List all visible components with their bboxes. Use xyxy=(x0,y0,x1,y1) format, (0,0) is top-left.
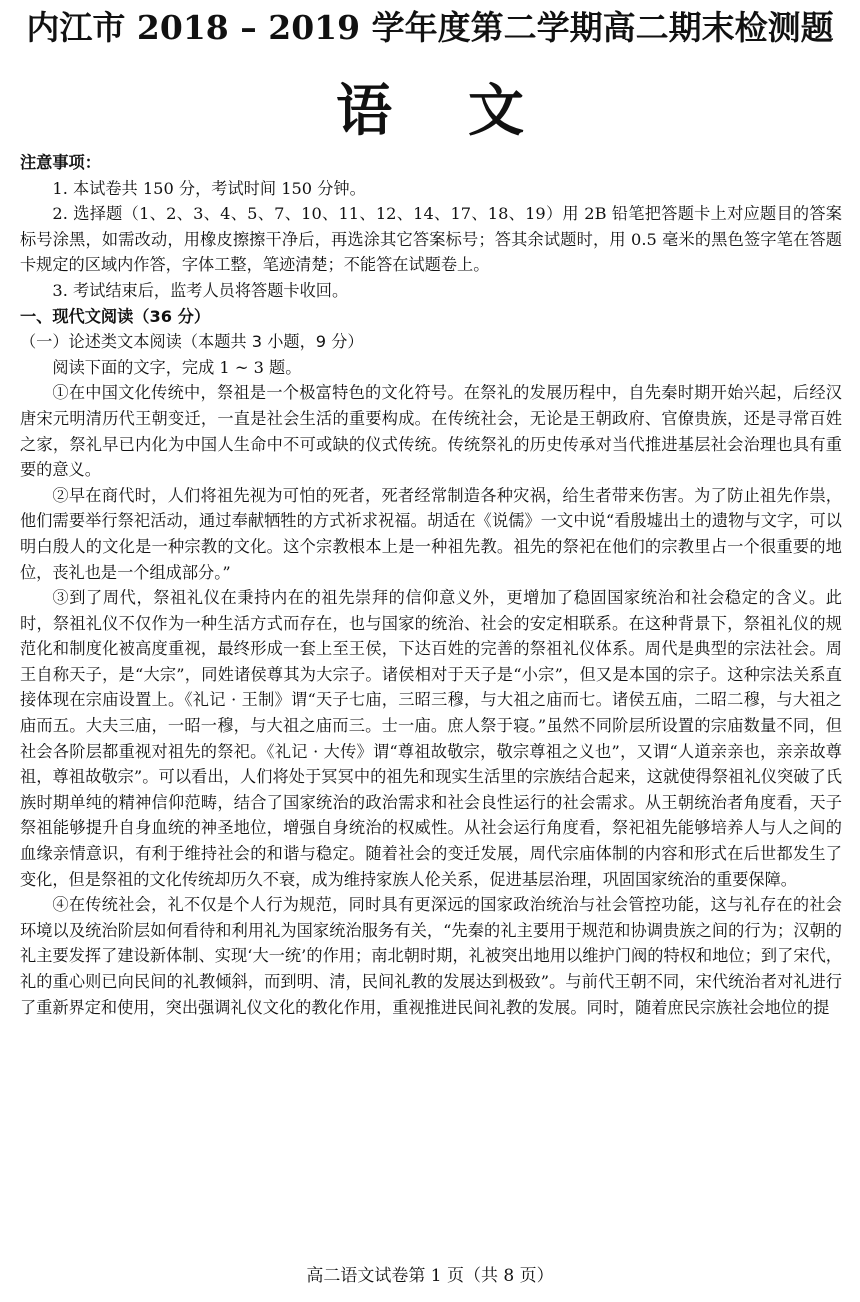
passage-paragraph-3: ③到了周代，祭祖礼仪在秉持内在的祖先崇拜的信仰意义外，更增加了稳固国家统治和社会稳定的含义。此时，祭祖礼仪不仅作为一种生活方式而存在，也与国家的统治、社会的安定相联系。在这种背景下，祭祖礼仪的规范化和制度化被高度重视，最终形成一套上至王侯，下达百姓的完善的祭祖礼仪体系。周代是典型的宗法社会。周王自称天子，是“大宗”，同姓诸侯尊其为大宗子。诸侯相对于天子是“小宗”，但又是本国的宗子。这种宗法关系直接体现在宗庙设置上。《礼记 · 王制》谓“天子七庙，三昭三穆，与大祖之庙而七。诸侯五庙，二昭二穆，与大祖之庙而五。大夫三庙，一昭一穆，与大祖之庙而三。士一庙。庶人祭于寝。”虽然不同阶层所设置的宗庙数量不同，但社会各阶层都重视对祖先的祭祀。《礼记 · 大传》谓“尊祖故敬宗，敬宗尊祖之义也”，又谓“人道亲亲也，亲亲故尊祖，尊祖故敬宗”。可以看出，人们将处于冥冥中的祖先和现实生活里的宗族结合起来，这就使得祭祖礼仪突破了氏族时期单纯的精神信仰范畴，结合了国家统治的政治需求和社会良性运行的社会需求。从王朝统治者角度看，天子祭祖能够提升自身血统的神圣地位，增强自身统治的权威性。从社会运行角度看，祭祀祖先能够培养人与人之间的血缘亲情意识，有利于维持社会的和谐与稳定。随着社会的变迁发展，周代宗庙体制的内容和形式在后世都发生了变化，但是祭祖的文化传统却历久不衰，成为维持家族人伦关系，促进基层治理，巩固国家统治的重要保障。 xyxy=(20,588,842,889)
passage-paragraph-2: ②早在商代时，人们将祖先视为可怕的死者，死者经常制造各种灾祸，给生者带来伤害。为了防止祖先作祟，他们需要举行祭祀活动，通过奉献牺牲的方式祈求祝福。胡适在《说儒》一文中说“看殷墟出土的遗物与文字，可以明白殷人的文化是一种宗教的文化。这个宗教根本上是一种祖先教。祖先的祭祀在他们的宗教里占一个很重要的地位，丧礼也是一个组成部分。” xyxy=(20,485,842,582)
exam-title: 内江市 2018 – 2019 学年度第二学期高二期末检测题 xyxy=(26,8,834,47)
subject-title xyxy=(0,76,860,146)
page-footer: 高二语文试卷第 1 页（共 8 页） xyxy=(306,1266,554,1286)
exam-content xyxy=(20,150,842,1020)
subject-char-1: 语 xyxy=(336,78,392,144)
section-heading: 一、现代文阅读（36 分） xyxy=(20,306,211,326)
notice-heading: 注意事项： xyxy=(20,153,101,172)
subject-char-2: 文 xyxy=(468,78,524,144)
part-heading: （一）论述类文本阅读（本题共 3 小题，9 分） xyxy=(20,332,364,352)
notice-item-1: 1. 本试卷共 150 分，考试时间 150 分钟。 xyxy=(52,178,366,198)
passage-paragraph-4: ④在传统社会，礼不仅是个人行为规范，同时具有更深远的国家政治统治与社会管控功能，这与礼存在的社会环境以及统治阶层如何看待和利用礼为国家统治服务有关，“先秦的礼主要用于规范和协调贵族之间的行为；汉朝的礼主要发挥了建设新体制、实现‘大一统’的作用；南北朝时期，礼被突出地用以维护门阀的特权和地位；到了宋代，礼的重心则已向民间的礼教倾斜，而到明、清，民间礼教的发展达到极致”。与前代王朝不同，宋代统治者对礼进行了重新界定和使用，突出强调礼仪文化的教化作用，重视推进民间礼教的发展。同时，随着庶民宗族社会地位的提 xyxy=(20,895,842,1017)
passage-paragraph-1: ①在中国文化传统中，祭祖是一个极富特色的文化符号。在祭礼的发展历程中，自先秦时期开始兴起，后经汉唐宋元明清历代王朝变迁，一直是社会生活的重要构成。在传统社会，无论是王朝政府、官僚贵族，还是寻常百姓之家，祭礼早已内化为中国人生命中不可或缺的仪式传统。传统祭礼的历史传承对当代推进基层社会治理也具有重要的意义。 xyxy=(20,383,842,480)
notice-item-3: 3. 考试结束后，监考人员将答题卡收回。 xyxy=(52,280,349,300)
notice-item-2: 2. 选择题（1、2、3、4、5、7、10、11、12、14、17、18、19）用 2B 铅笔把答题卡上对应题目的答案标号涂黑，如需改动，用橡皮擦擦干净后，再选涂其它答案标号；答其余试题时，用 0.5 毫米的黑色签字笔在答题卡规定的区域内作答，字体工整，笔迹清楚；不能答在试题卷上。 xyxy=(20,204,842,275)
reading-instruction: 阅读下面的文字，完成 1 ~ 3 题。 xyxy=(52,357,302,377)
